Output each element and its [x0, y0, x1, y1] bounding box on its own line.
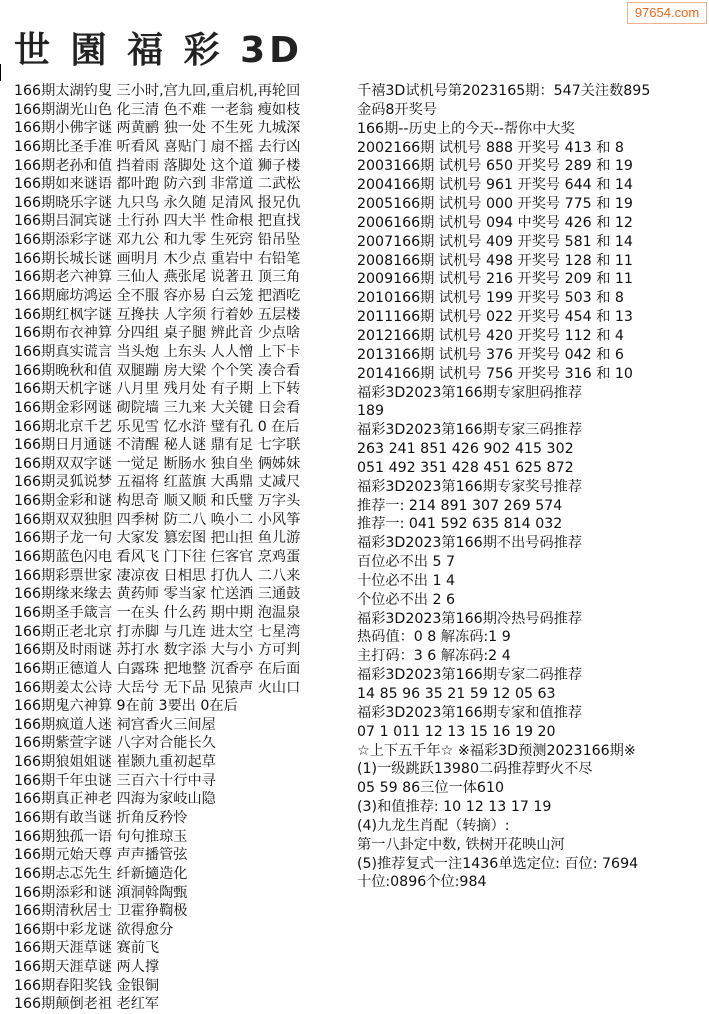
puzzle-line: 166期红枫字谜 互搀扶 人字须 行着妙 五层楼: [14, 306, 301, 323]
puzzle-line: 166期千年虫谜 三百六十行中寻: [14, 772, 216, 789]
recommendation-line: 2013166期 试机号 376 开奖号 042 和 6: [357, 346, 624, 363]
recommendation-line: (5)推荐复式一注1436单选定位: 百位: 7694: [357, 855, 639, 872]
puzzle-line: 166期天涯草谜 赛前飞: [14, 940, 160, 957]
left-puzzle-column: [14, 82, 354, 1014]
puzzle-line: 166期如来谜语 都叶跑 防六到 非常道 二武松: [14, 176, 301, 193]
puzzle-line: 166期布衣神算 分四组 桌子腿 辨此音 少点啥: [14, 325, 301, 342]
recommendation-line: (1)一级跳跃13980二码推荐野火不尽: [357, 761, 593, 778]
recommendation-line: 2008166期 试机号 498 开奖号 128 和 11: [357, 252, 633, 269]
puzzle-line: 166期长城长谜 画明月 木少点 重岩中 右铅笔: [14, 250, 301, 267]
recommendation-line: 051 492 351 428 451 625 872: [357, 459, 574, 476]
puzzle-line: 166期春阳奖钱 金银铜: [14, 977, 160, 994]
puzzle-line: 166期金彩网谜 砌院墙 三九来 大关键 日会看: [14, 399, 301, 416]
puzzle-line: 166期真实谎言 当头炮 上东头 人人憎 上下卡: [14, 343, 301, 360]
recommendation-line: 千禧3D试机号第2023165期：547关注数895: [357, 83, 651, 99]
recommendation-line: (4)九龙生肖配（转摘）:: [357, 817, 510, 834]
site-watermark: 97654.com: [627, 2, 707, 24]
recommendation-line: 福彩3D2023第166期专家胆码推荐: [357, 384, 583, 401]
recommendation-line: 2012166期 试机号 420 开奖号 112 和 4: [357, 327, 624, 344]
recommendation-line: 推荐一: 214 891 307 269 574: [357, 497, 563, 514]
recommendation-line: 百位必不出 5 7: [357, 554, 456, 571]
puzzle-line: 166期疯道人迷 祠宫香火三间屋: [14, 716, 216, 733]
recommendation-line: 福彩3D2023第166期专家和值推荐: [357, 704, 583, 721]
puzzle-line: 166期添彩字谜 邓九公 和九零 生死窍 铅吊坠: [14, 232, 301, 249]
puzzle-line: 166期姜太公诗 大岳兮 无下品 见猿声 火山口: [14, 679, 301, 696]
puzzle-line: 166期天机字谜 八月里 残月处 有子期 上下转: [14, 381, 301, 398]
recommendation-line: 2007166期 试机号 409 开奖号 581 和 14: [357, 233, 633, 250]
recommendation-line: 金码8开奖号: [357, 101, 437, 118]
puzzle-line: 166期双双字谜 一觉足 断肠水 独自坐 俩姊妹: [14, 455, 301, 472]
recommendation-line: 263 241 851 426 902 415 302: [357, 441, 574, 458]
recommendation-line: 05 59 86三位一体610: [357, 780, 505, 797]
puzzle-line: 166期独孤一语 句句推琼玉: [14, 828, 188, 845]
recommendation-line: 2014166期 试机号 756 开奖号 316 和 10: [357, 365, 633, 382]
puzzle-line: 166期子龙一句 大家发 篡宏图 把山担 鱼儿游: [14, 530, 301, 547]
recommendation-line: 07 1 011 12 13 15 16 19 20: [357, 723, 556, 740]
puzzle-line: 166期颠倒老祖 老红军: [14, 996, 160, 1013]
puzzle-line: 166期小佛字谜 两黄鹂 独一处 不生死 九城深: [14, 120, 301, 137]
puzzle-line: 166期清秋居士 卫霍狰鞫极: [14, 903, 188, 920]
recommendation-line: 第一八卦定中数, 铁树开花映山河: [357, 836, 565, 853]
recommendation-line: 2009166期 试机号 216 开奖号 209 和 11: [357, 271, 633, 288]
puzzle-line: 166期廊坊鸿运 全不服 容亦易 白云笼 把酒吃: [14, 288, 301, 305]
puzzle-line: 166期老六神算 三仙人 燕张尾 说著丑 顶三角: [14, 269, 301, 286]
recommendation-line: 福彩3D2023第166期专家奖号推荐: [357, 478, 583, 495]
puzzle-line: 166期鬼六神算 9在前 3要出 0在后: [14, 698, 238, 715]
recommendation-line: (3)和值推荐: 10 12 13 17 19: [357, 799, 552, 816]
puzzle-line: 166期真正神老 四海为家岐山隐: [14, 791, 216, 808]
recommendation-line: 十位:0896个位:984: [357, 874, 487, 891]
recommendation-line: 2010166期 试机号 199 开奖号 503 和 8: [357, 290, 624, 307]
recommendation-line: 福彩3D2023第166期专家三码推荐: [357, 422, 583, 439]
recommendation-line: ☆上下五千年☆ ※福彩3D预测2023166期※: [357, 742, 636, 759]
recommendation-line: 2011166期 试机号 022 开奖号 454 和 13: [357, 309, 633, 326]
recommendation-line: 热码值：0 8 解冻码:1 9: [357, 629, 511, 646]
recommendation-line: 2006166期 试机号 094 中奖号 426 和 12: [357, 214, 633, 231]
puzzle-line: 166期圣手箴言 一在头 什么药 期中期 泡温泉: [14, 604, 301, 621]
right-recommendation-column: [357, 82, 707, 892]
puzzle-line: 166期双双独胆 四季树 防二八 唤小二 小风筝: [14, 511, 301, 528]
puzzle-line: 166期忐忑先生 纤新擿造化: [14, 865, 188, 882]
puzzle-line: 166期及时雨谜 苏打水 数字添 大与小 方可判: [14, 642, 301, 659]
puzzle-line: 166期元始天尊 声声播管弦: [14, 847, 188, 864]
recommendation-line: 推荐一: 041 592 635 814 032: [357, 516, 563, 533]
page-title: 世 園 福 彩 3D: [14, 30, 304, 71]
puzzle-line: 166期缘来缘去 黄药师 零当家 忙送酒 三通鼓: [14, 586, 301, 603]
puzzle-line: 166期吕洞宾谜 土行孙 四大半 性命根 把直找: [14, 213, 301, 230]
puzzle-line: 166期湖光山色 化三清 色不难 一老翁 瘦如枝: [14, 101, 301, 118]
puzzle-line: 166期晓乐字谜 九只鸟 永久随 足清风 报兄仇: [14, 194, 301, 211]
puzzle-line: 166期紫萱字谜 八字对合能长久: [14, 735, 216, 752]
puzzle-line: 166期灵狐说梦 五福将 红蓝旗 大禹鼎 丈减尺: [14, 474, 301, 491]
puzzle-line: 166期中彩龙谜 欲得愈分: [14, 921, 174, 938]
puzzle-line: 166期日月通谜 不清醒 秘人谜 鼎有足 七字联: [14, 437, 301, 454]
recommendation-line: 福彩3D2023第166期冷热号码推荐: [357, 610, 583, 627]
recommendation-line: 主打码：3 6 解冻码:2 4: [357, 648, 511, 665]
puzzle-line: 166期蓝色闪电 看风飞 门下往 仨客官 烹鸡蛋: [14, 549, 301, 566]
puzzle-line: 166期北京千艺 乐见雪 忆水浒 璧有孔 0 在后: [14, 418, 300, 435]
text-cursor: [0, 64, 1, 81]
recommendation-line: 166期--历史上的今天--帮你中大奖: [357, 120, 575, 137]
puzzle-line: 166期正老北京 打赤脚 与几连 进太空 七星湾: [14, 623, 301, 640]
puzzle-line: 166期金彩和谜 构思奇 顺又顺 和氏璧 万字头: [14, 493, 301, 510]
puzzle-line: 166期添彩和谜 澒洞斡陶甄: [14, 884, 188, 901]
puzzle-line: 166期老孙和值 挡着雨 落脚处 这个道 狮子楼: [14, 157, 301, 174]
recommendation-line: 2004166期 试机号 961 开奖号 644 和 14: [357, 177, 633, 194]
recommendation-line: 2003166期 试机号 650 开奖号 289 和 19: [357, 158, 633, 175]
puzzle-line: 166期太湖钓叟 三小时,宫九回,重启机,再轮回: [14, 83, 301, 99]
puzzle-line: 166期彩票世家 凄凉夜 日相思 打仇人 二八来: [14, 567, 301, 584]
puzzle-line: 166期狼姐姐谜 崔颢九重初起草: [14, 754, 216, 771]
puzzle-line: 166期晚秋和值 双腿蹦 房大梁 个个笑 凑合看: [14, 362, 301, 379]
puzzle-line: 166期比圣手准 听看风 喜贴门 扇不摇 去行凶: [14, 138, 301, 155]
puzzle-line: 166期有敢当谜 折角反矜怜: [14, 809, 188, 826]
recommendation-line: 189: [357, 403, 385, 420]
puzzle-line: 166期正德道人 白露珠 把地整 沉香亭 在后面: [14, 660, 301, 677]
puzzle-line: 166期天涯草谜 两人撑: [14, 959, 160, 976]
recommendation-line: 14 85 96 35 21 59 12 05 63: [357, 686, 556, 702]
recommendation-line: 2005166期 试机号 000 开奖号 775 和 19: [357, 196, 633, 213]
recommendation-line: 福彩3D2023第166期专家二码推荐: [357, 667, 583, 684]
recommendation-line: 福彩3D2023第166期不出号码推荐: [357, 535, 583, 552]
recommendation-line: 2002166期 试机号 888 开奖号 413 和 8: [357, 139, 624, 156]
recommendation-line: 个位必不出 2 6: [357, 591, 456, 608]
recommendation-line: 十位必不出 1 4: [357, 572, 456, 589]
